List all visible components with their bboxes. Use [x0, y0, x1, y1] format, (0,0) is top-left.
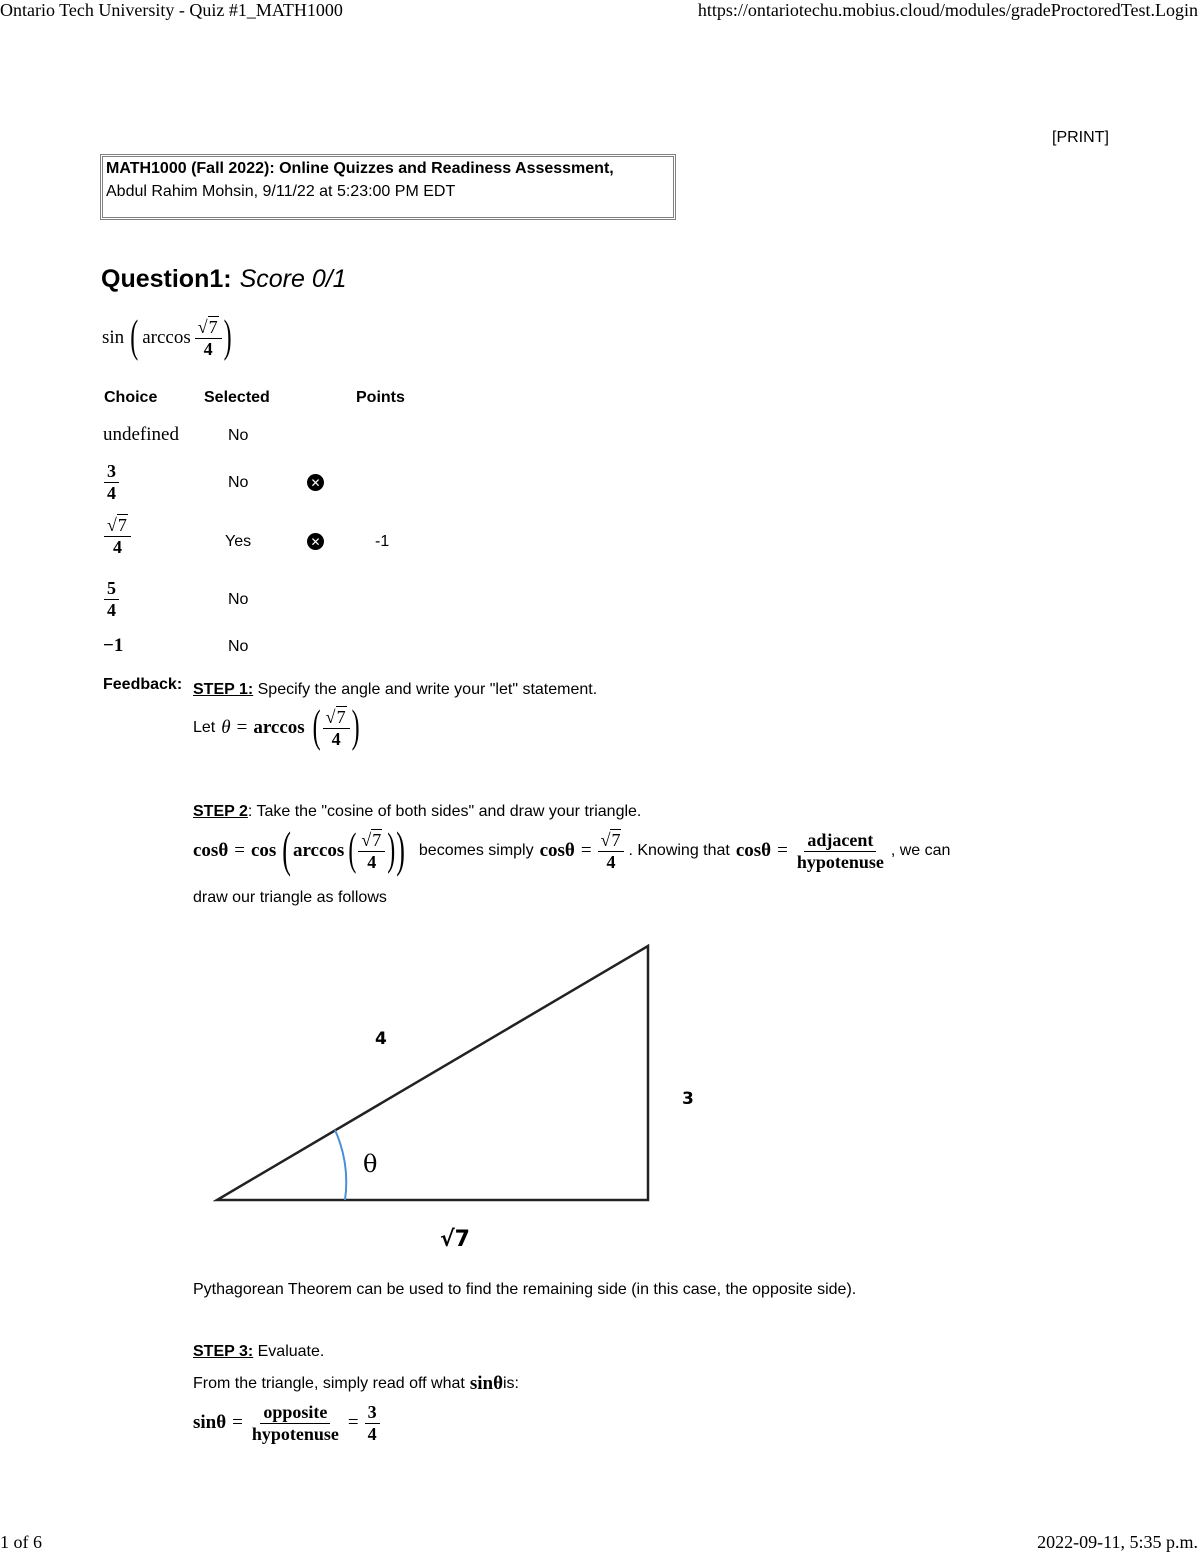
step3-expression: sinθ = $\frac{\text{opposite}}{\text{hypotenuse}}$ = $\frac{3}{4}$	[193, 1403, 380, 1444]
points-value: -1	[375, 533, 390, 550]
selected-value: No	[228, 474, 249, 491]
triangle-shape	[217, 946, 648, 1200]
hypotenuse-label: 4	[375, 1029, 387, 1049]
step2-continuation: draw our triangle as follows	[193, 889, 387, 906]
step3-read-line: From the triangle, simply read off what sinθ is:	[193, 1373, 519, 1394]
angle-arc	[335, 1130, 346, 1200]
print-link[interactable]: [PRINT]	[1052, 129, 1109, 146]
quiz-course-title: MATH1000 (Fall 2022): Online Quizzes and Readiness Assessment,	[106, 160, 614, 177]
step1-line: STEP 1: Specify the angle and write your "let" statement.	[193, 681, 598, 698]
choice-undefined: undefined	[103, 424, 179, 445]
header-selected: Selected	[204, 389, 270, 406]
selected-value: No	[228, 638, 249, 655]
browser-title: Ontario Tech University - Quiz #1_MATH1000	[0, 0, 343, 20]
choice-sqrt7-over-4: $\frac{√7}{4}$	[104, 516, 131, 557]
step3-line: STEP 3: Evaluate.	[193, 1343, 325, 1360]
step1-expression: Let θ = arccos ( $\frac{√7}{4}$ )	[193, 702, 360, 753]
step2-line: STEP 2: Take the "cosine of both sides" and draw your triangle.	[193, 803, 642, 820]
question-score: Score 0/1	[239, 265, 347, 293]
choice-negative-one: −1	[103, 635, 124, 656]
question-label: Question1:	[101, 265, 232, 293]
printed-timestamp: 2022-09-11, 5:35 p.m.	[1037, 1532, 1198, 1552]
angle-theta-label: θ	[363, 1150, 378, 1178]
selected-value: No	[228, 427, 249, 444]
page-count: 1 of 6	[0, 1532, 42, 1552]
header-points: Points	[356, 389, 405, 406]
step2-expression: cosθ = cos ( arccos ( $\frac{√7}{4}$ ) ) becomes simply cosθ = $\frac{√7}{4}$ . Knowing that cosθ = $\frac{\text{adjacent}}{\text{hypotenuse}}$ , we can	[193, 822, 951, 878]
incorrect-icon: ✕	[307, 533, 324, 550]
step1-label: STEP 1:	[193, 681, 254, 698]
selected-value: No	[228, 591, 249, 608]
choice-three-quarters: $\frac{3}{4}$	[104, 462, 119, 503]
adjacent-label: √7	[440, 1227, 470, 1252]
question-expression: sin ( arccos $\frac{√7}{4}$ )	[102, 312, 232, 363]
header-choice: Choice	[104, 389, 158, 406]
pythagorean-note: Pythagorean Theorem can be used to find the remaining side (in this case, the opposite side).	[193, 1281, 857, 1298]
incorrect-icon: ✕	[307, 474, 324, 491]
step3-label: STEP 3:	[193, 1343, 254, 1360]
opposite-label: 3	[682, 1089, 694, 1109]
selected-value: Yes	[225, 533, 252, 550]
quiz-student-line: Abdul Rahim Mohsin, 9/11/22 at 5:23:00 PM EDT	[106, 183, 456, 200]
browser-url: https://ontariotechu.mobius.cloud/modules/gradeProctoredTest.Login	[697, 0, 1198, 20]
choice-five-quarters: $\frac{5}{4}$	[104, 579, 119, 620]
step2-label: STEP 2	[193, 803, 248, 820]
feedback-label: Feedback:	[103, 676, 183, 693]
